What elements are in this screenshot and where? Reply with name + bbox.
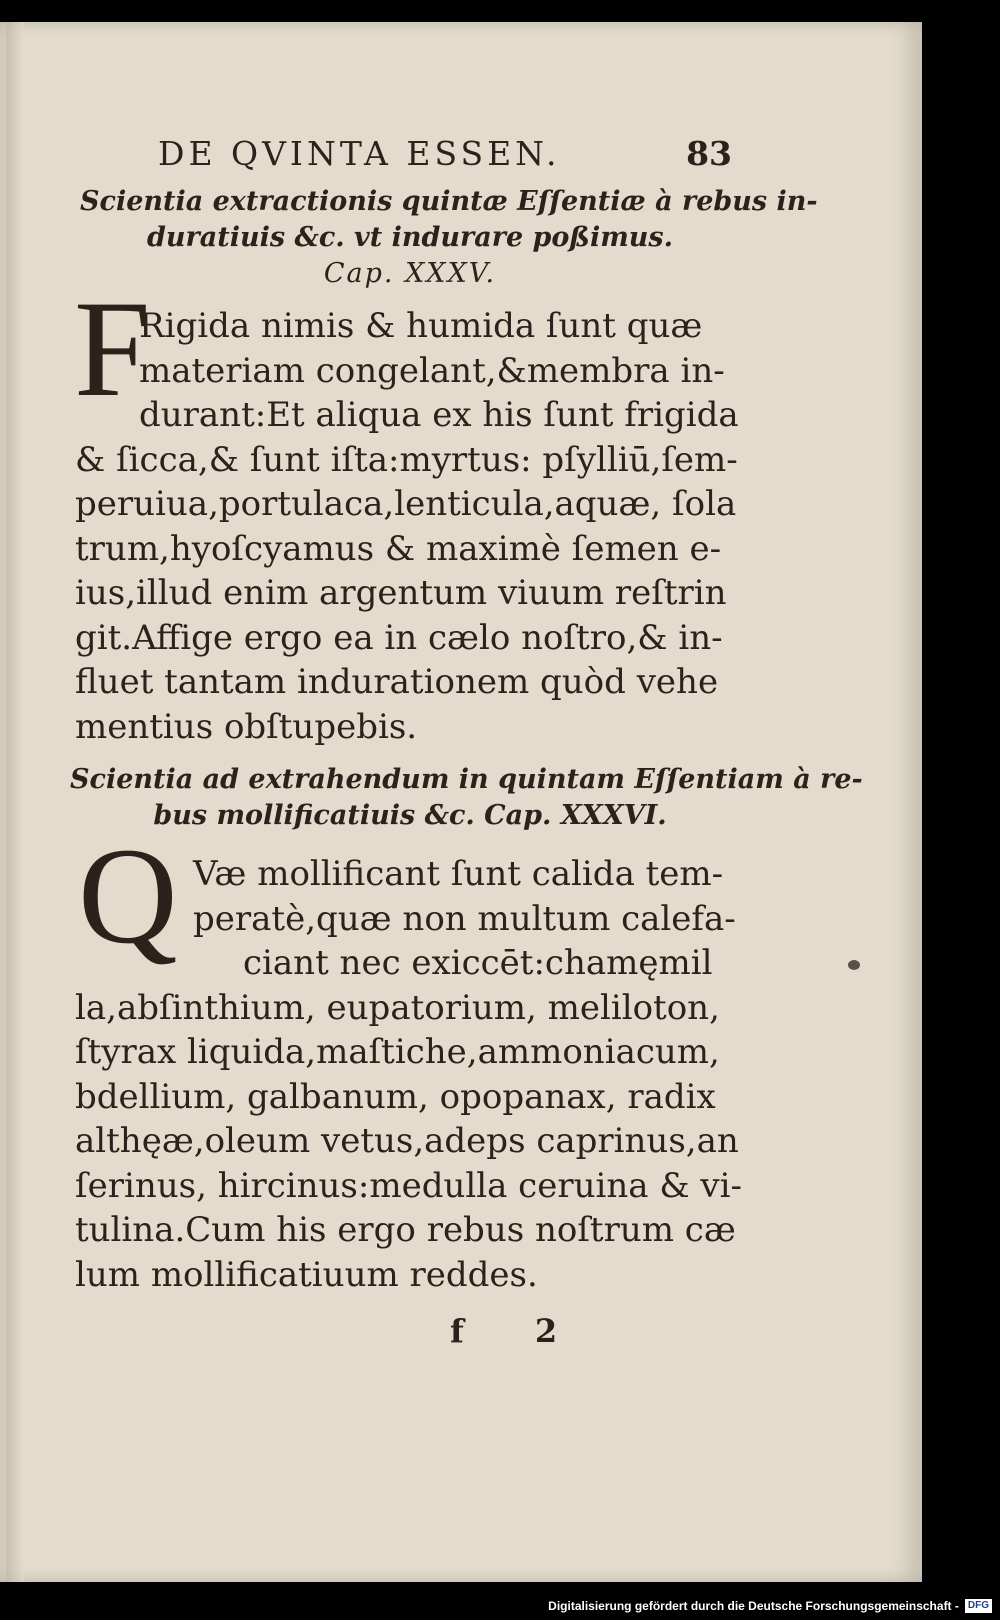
chapter-heading-line: Scientia extractionis quintæ Eſſentiæ à rebus in- (80, 186, 818, 217)
book-page (0, 22, 922, 1582)
text-line: tulina.Cum his ergo rebus noſtrum cæ (75, 1210, 736, 1250)
chapter-heading-line: duratiuis &c. vt indurare poßimus. (147, 222, 673, 253)
text-line: lum mollificatiuum reddes. (75, 1254, 538, 1295)
running-title: DE QVINTA ESSEN. (158, 134, 561, 173)
text-line: mentius obſtupebis. (75, 706, 418, 747)
text-line: durant:Et aliqua ex his ſunt frigida (139, 395, 739, 435)
page-gutter-shadow (6, 22, 24, 1582)
chapter-35-heading (80, 184, 818, 292)
drop-cap-f: F (74, 272, 151, 425)
footer-credit: Digitalisierung gefördert durch die Deutsche Forschungsgemeinschaft - (548, 1599, 959, 1613)
chapter-36-body (75, 852, 740, 1297)
ink-speck (848, 960, 860, 970)
text-line: Rigida nimis & humida ſunt quæ (139, 306, 703, 346)
text-line: ſerinus, hircinus:medulla ceruina & vi- (75, 1165, 742, 1206)
text-line: althęæ,oleum vetus,adeps caprinus,an (75, 1121, 739, 1161)
chapter-35-body (75, 304, 740, 749)
text-line: trum,hyoſcyamus & maximè ſemen e- (75, 528, 722, 569)
text-line: la,abſinthium, eupatorium, meliloton, (75, 987, 720, 1028)
chapter-heading-line: Scientia ad extrahendum in quintam Eſſentiam à re- (70, 764, 863, 795)
text-line: peruiua,portulaca,lenticula,aquæ, ſola (75, 484, 737, 524)
text-line: fluet tantam indurationem quòd vehe (75, 662, 719, 702)
running-head (158, 122, 732, 182)
text-line: Væ mollificant ſunt calida tem- (193, 854, 724, 894)
text-line: ius,illud enim argentum viuum reſtrin (75, 573, 727, 613)
page-number: 83 (686, 134, 732, 173)
chapter-heading-line: bus mollificatiuis &c. Cap. XXXVI. (153, 800, 667, 831)
text-line: git.Affige ergo ea in cælo noſtro,& in- (75, 617, 723, 658)
text-line: ſtyrax liquida,maſtiche,ammoniacum, (75, 1032, 720, 1072)
text-line: bdellium, galbanum, opopanax, radix (75, 1076, 716, 1117)
text-line: materiam congelant,&membra in- (139, 350, 725, 391)
drop-cap-q: Q (78, 819, 178, 972)
signature-mark: f 2 (450, 1312, 588, 1350)
dfg-logo: DFG (965, 1599, 992, 1613)
chapter-number: Cap. XXXV. (323, 258, 497, 289)
text-line: & ſicca,& ſunt iſta:myrtus: pſylliū,ſem- (75, 439, 738, 480)
digitization-footer (548, 1596, 992, 1616)
text-line: peratè,quæ non multum calefa- (193, 898, 736, 939)
text-line: ciant nec exiccēt:chamęmil (243, 943, 713, 983)
